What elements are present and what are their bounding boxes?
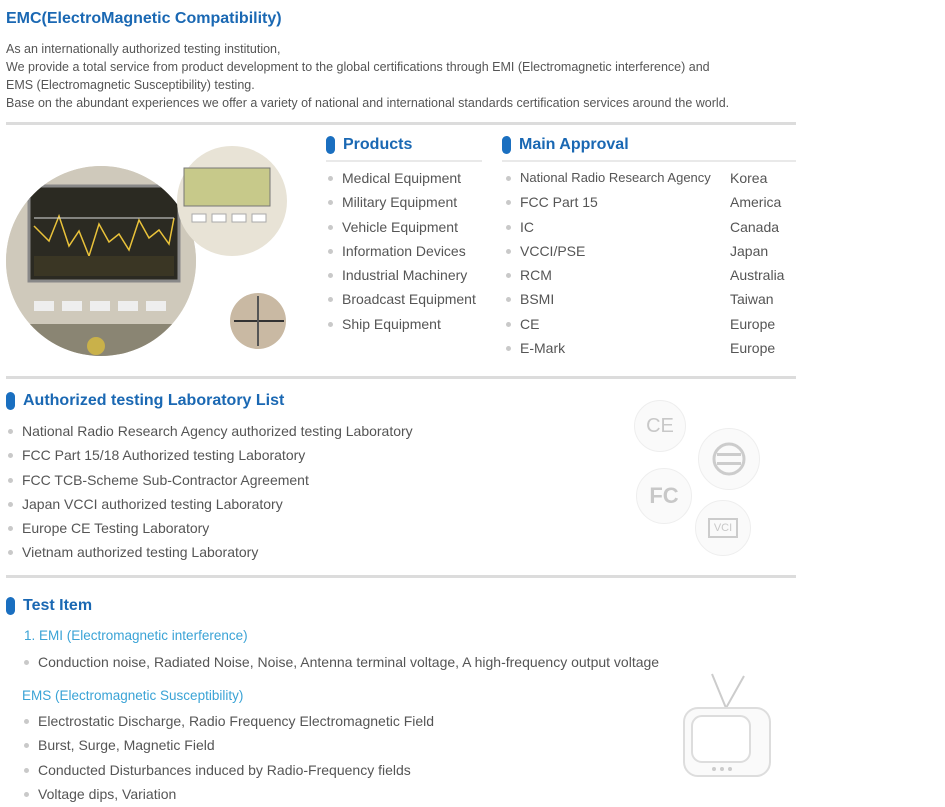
lab-item: National Radio Research Agency authorized testing Laboratory xyxy=(7,419,413,443)
approval-agency: IC xyxy=(520,218,534,235)
ems-item: Conducted Disturbances induced by Radio-Frequency fields xyxy=(23,758,434,782)
intro-line: As an internationally authorized testing institution, xyxy=(6,42,281,56)
intro-line: EMS (Electromagnetic Susceptibility) testing. xyxy=(6,78,255,92)
labs-list xyxy=(7,419,413,565)
approval-underline xyxy=(502,160,796,162)
test-heading-label: Test Item xyxy=(23,597,93,614)
ems-list xyxy=(23,709,434,806)
ce-logo-icon: CE xyxy=(634,400,686,452)
approval-agency: BSMI xyxy=(520,291,555,308)
approval-item xyxy=(505,190,784,214)
approval-agency: VCCI/PSE xyxy=(520,242,586,259)
page-title: EMC(ElectroMagnetic Compatibility) xyxy=(6,10,282,27)
fcc-logo-icon: FC xyxy=(636,468,692,524)
test-heading xyxy=(6,597,92,615)
intro-line: Base on the abundant experiences we offer a variety of national and international standards certification services around the world. xyxy=(6,96,730,110)
labs-heading xyxy=(6,392,284,410)
intro-line: We provide a total service from product development to the global certifications through EMI (Electromagnetic interference) and xyxy=(6,60,710,74)
approval-item xyxy=(505,239,784,263)
emi-list xyxy=(23,650,659,674)
product-item: Vehicle Equipment xyxy=(327,215,476,239)
heading-marker-icon xyxy=(326,136,335,154)
products-list xyxy=(327,166,476,336)
approval-country: Taiwan xyxy=(730,291,774,308)
ems-item: Voltage dips, Variation xyxy=(23,782,434,806)
approval-list xyxy=(505,166,784,360)
approval-item xyxy=(505,336,784,360)
products-heading xyxy=(326,136,412,154)
emi-subheading: 1. EMI (Electromagnetic interference) xyxy=(24,628,248,643)
heading-marker-icon xyxy=(6,597,15,615)
product-item: Medical Equipment xyxy=(327,166,476,190)
lab-item: FCC Part 15/18 Authorized testing Laboratory xyxy=(7,443,413,467)
approval-agency: RCM xyxy=(520,267,552,284)
lab-item: Japan VCCI authorized testing Laboratory xyxy=(7,492,413,516)
ems-item: Electrostatic Discharge, Radio Frequency Electromagnetic Field xyxy=(23,709,434,733)
divider xyxy=(6,575,796,578)
emi-item: Conduction noise, Radiated Noise, Noise, Antenna terminal voltage, A high-frequency output voltage xyxy=(23,650,659,674)
approval-country: Europe xyxy=(730,340,776,357)
approval-country: Canada xyxy=(730,218,780,235)
lab-item: FCC TCB-Scheme Sub-Contractor Agreement xyxy=(7,468,413,492)
equipment-image xyxy=(4,146,304,366)
approval-item xyxy=(505,215,784,239)
approval-heading-label: Main Approval xyxy=(519,136,629,153)
divider xyxy=(6,122,796,125)
lab-item: Vietnam authorized testing Laboratory xyxy=(7,540,413,564)
approval-item xyxy=(505,287,784,311)
approval-heading xyxy=(502,136,629,154)
ems-item: Burst, Surge, Magnetic Field xyxy=(23,733,434,757)
products-underline xyxy=(326,160,482,162)
vcci-logo-icon: VCI xyxy=(695,500,751,556)
product-item: Ship Equipment xyxy=(327,312,476,336)
approval-country: Australia xyxy=(730,267,785,284)
product-item: Military Equipment xyxy=(327,190,476,214)
approval-country: America xyxy=(730,194,782,211)
product-item: Industrial Machinery xyxy=(327,263,476,287)
product-item: Broadcast Equipment xyxy=(327,287,476,311)
approval-item xyxy=(505,166,784,190)
approval-agency: FCC Part 15 xyxy=(520,194,598,211)
divider xyxy=(6,376,796,379)
heading-marker-icon xyxy=(6,392,15,410)
labs-heading-label: Authorized testing Laboratory List xyxy=(23,392,285,409)
approval-agency: National Radio Research Agency xyxy=(520,170,711,185)
lab-item: Europe CE Testing Laboratory xyxy=(7,516,413,540)
approval-item xyxy=(505,263,784,287)
approval-country: Japan xyxy=(730,242,769,259)
approval-item xyxy=(505,312,784,336)
product-item: Information Devices xyxy=(327,239,476,263)
intro-text xyxy=(6,40,886,112)
products-heading-label: Products xyxy=(343,136,413,153)
approval-agency: E-Mark xyxy=(520,340,566,357)
approval-country: Korea xyxy=(730,170,768,186)
heading-marker-icon xyxy=(502,136,511,154)
emark-logo-icon xyxy=(698,428,760,490)
approval-agency: CE xyxy=(520,315,540,332)
approval-country: Europe xyxy=(730,315,776,332)
tv-icon xyxy=(676,672,776,782)
ems-subheading: EMS (Electromagnetic Susceptibility) xyxy=(22,688,244,703)
